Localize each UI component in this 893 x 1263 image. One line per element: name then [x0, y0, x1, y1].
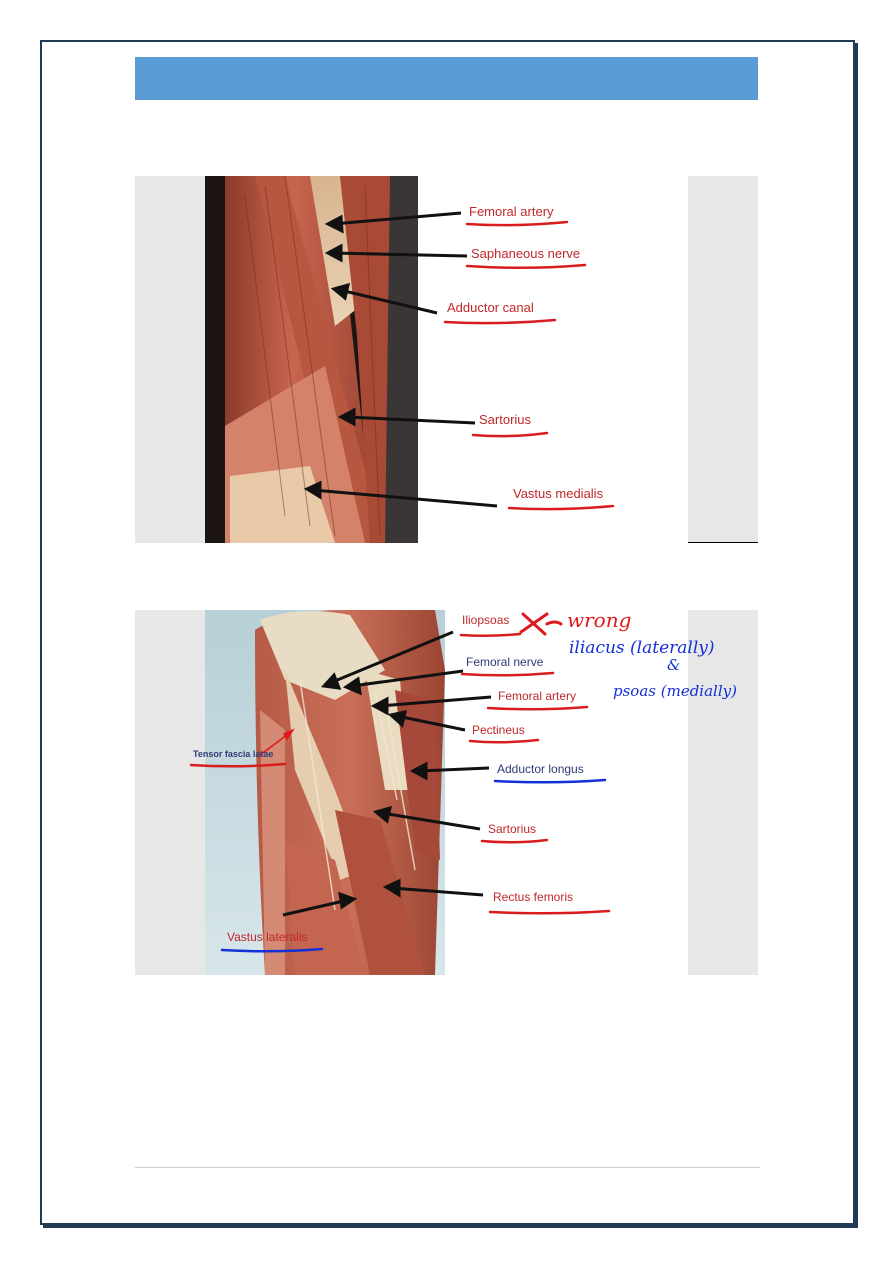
header-bar — [135, 57, 758, 100]
label-vastus-lateralis: Vastus lateralis — [227, 930, 308, 944]
label-iliopsoas: Iliopsoas — [462, 613, 510, 627]
annotation-ampersand: & — [667, 656, 681, 674]
label-sartorius: Sartorius — [479, 412, 532, 427]
slide-adductor-canal — [135, 176, 758, 543]
label-pectineus: Pectineus — [472, 723, 525, 737]
dissection-photo-thigh-anterior — [135, 610, 758, 975]
label-tensor-fascia-latae: Tensor fascia latae — [193, 749, 274, 759]
slide1-underlines — [445, 222, 613, 509]
label-rectus-femoris: Rectus femoris — [493, 890, 574, 904]
label-femoral-artery-2: Femoral artery — [498, 689, 577, 703]
label-adductor-longus: Adductor longus — [497, 762, 584, 776]
dissection-photo-thigh-medial — [135, 176, 758, 543]
annotation-iliacus: iliacus (laterally) — [569, 638, 715, 658]
label-vastus-medialis: Vastus medialis — [513, 486, 604, 501]
label-femoral-artery: Femoral artery — [469, 204, 554, 219]
annotation-psoas: psoas (medially) — [613, 682, 737, 700]
wrong-cross-mark — [521, 614, 561, 634]
label-saphaneous-nerve: Saphaneous nerve — [471, 246, 581, 261]
label-femoral-nerve: Femoral nerve — [466, 655, 544, 669]
annotation-wrong: wrong — [567, 610, 632, 632]
slide-femoral-triangle — [135, 610, 758, 975]
footer-rule — [135, 1167, 760, 1168]
label-adductor-canal: Adductor canal — [447, 300, 534, 315]
label-sartorius-2: Sartorius — [488, 822, 537, 836]
